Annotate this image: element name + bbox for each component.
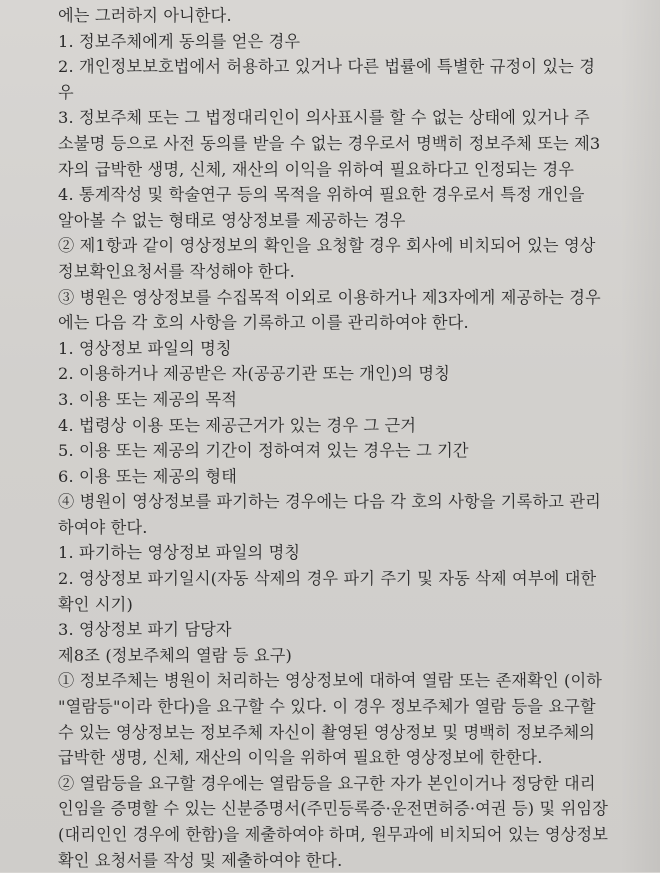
text-line: 4. 통계작성 및 학술연구 등의 목적을 위하여 필요한 경우로서 특정 개인을 (58, 185, 585, 205)
section-heading: 제8조 (정보주체의 열람 등 요구) (58, 645, 293, 665)
text-line: 1. 영상정보 파일의 명칭 (58, 338, 232, 358)
text-line: 소불명 등으로 사전 동의를 받을 수 없는 경우로서 명백히 정보주체 또는 제3 (58, 133, 601, 153)
text-line: 1. 파기하는 영상정보 파일의 명칭 (58, 543, 301, 563)
text-line: 2. 이용하거나 제공받은 자(공공기관 또는 개인)의 명칭 (58, 364, 450, 384)
text-line: "열람등"이라 한다)을 요구할 수 있다. 이 경우 정보주체가 열람 등을 요구할 (58, 697, 596, 717)
text-line: 자의 급박한 생명, 신체, 재산의 이익을 위하여 필요하다고 인정되는 경우 (58, 159, 575, 179)
text-line: 하여야 한다. (58, 517, 148, 537)
text-line: 정보확인요청서를 작성해야 한다. (58, 261, 295, 281)
text-line: 5. 이용 또는 제공의 기간이 정하여져 있는 경우는 그 기간 (58, 441, 469, 461)
text-line: 에는 그러하지 아니한다. (58, 6, 232, 25)
text-line: 알아볼 수 없는 형태로 영상정보를 제공하는 경우 (58, 210, 406, 230)
text-line: 급박한 생명, 신체, 재산의 이익을 위하여 필요한 영상정보에 한한다. (58, 748, 543, 768)
text-line: 3. 영상정보 파기 담당자 (58, 620, 232, 640)
text-line: ③ 병원은 영상정보를 수집목적 이외로 이용하거나 제3자에게 제공하는 경우 (58, 287, 601, 307)
text-line: 2. 개인정보보호법에서 허용하고 있거나 다른 법률에 특별한 규정이 있는 경 (58, 57, 596, 77)
text-line: 2. 영상정보 파기일시(자동 삭제의 경우 파기 주기 및 자동 삭제 여부에 대한 (58, 569, 597, 589)
text-line: 확인 시기) (58, 594, 133, 614)
text-line: 4. 법령상 이용 또는 제공근거가 있는 경우 그 근거 (58, 415, 417, 435)
text-line: ④ 병원이 영상정보를 파기하는 경우에는 다음 각 호의 사항을 기록하고 관리 (58, 492, 601, 512)
text-line: 확인 요청서를 작성 및 제출하여야 한다. (58, 850, 343, 870)
text-line: (대리인인 경우에 한함)을 제출하여야 하며, 원무과에 비치되어 있는 영상정보 (58, 825, 608, 844)
text-line: 인임을 증명할 수 있는 신분증명서(주민등록증·운전면허증·여권 등) 및 위임장 (58, 799, 608, 819)
text-line: 6. 이용 또는 제공의 형태 (58, 466, 238, 486)
text-line: ② 제1항과 같이 영상정보의 확인을 요청할 경우 회사에 비치되어 있는 영상 (58, 236, 596, 256)
text-line: ② 열람등을 요구할 경우에는 열람등을 요구한 자가 본인이거나 정당한 대리 (58, 773, 596, 793)
text-line: 3. 이용 또는 제공의 목적 (58, 389, 238, 409)
text-line: 에는 다음 각 호의 사항을 기록하고 이를 관리하여야 한다. (58, 313, 469, 333)
text-line: ① 정보주체는 병원이 처리하는 영상정보에 대하여 열람 또는 존재확인 (이하 (58, 671, 603, 691)
text-line: 우 (58, 82, 74, 102)
text-line: 3. 정보주체 또는 그 법정대리인이 의사표시를 할 수 없는 상태에 있거나 주 (58, 108, 590, 128)
text-line: 수 있는 영상정보는 정보주체 자신이 촬영된 영상정보 및 명백히 정보주체의 (58, 722, 596, 742)
text-line: 1. 정보주체에게 동의를 얻은 경우 (58, 31, 301, 51)
